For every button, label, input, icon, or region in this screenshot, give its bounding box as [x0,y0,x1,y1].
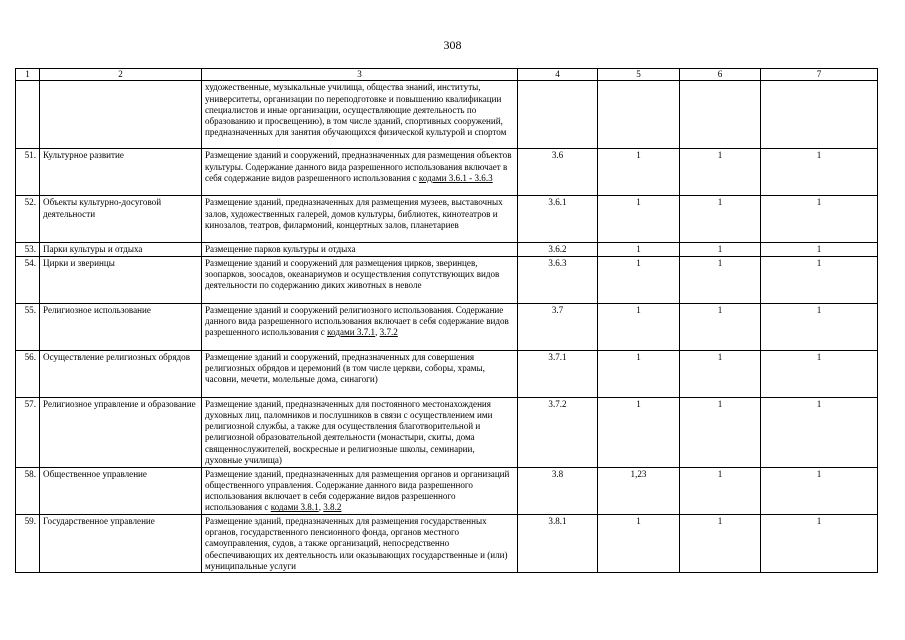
use-description: Размещение зданий и сооружений религиозного использования. Содержание данного вида разрешенного использования включает в себя содержание видов разрешенного использования с кодами 3.7.1, 3.7.2 [202,303,518,350]
column-6-value [680,81,761,149]
column-6-value: 1 [680,467,761,514]
column-header: 2 [40,69,202,81]
column-header: 1 [16,69,40,81]
column-5-value [598,81,680,149]
use-description [202,81,518,149]
description-text: Размещение зданий и сооружений религиозного использования. Содержание данного вида разрешенного использования включает в себя содержание видов разрешенного использования с [205,304,509,338]
column-7-value: 1 [761,467,878,514]
use-type-name: Осуществление религиозных обрядов [40,350,202,397]
column-5-value: 1 [598,397,680,467]
column-header: 6 [680,69,761,81]
column-6-value: 1 [680,243,761,256]
use-code: 3.6 [518,149,598,196]
use-code [518,81,598,149]
use-type-name: Парки культуры и отдыха [40,243,202,256]
column-5-value: 1 [598,149,680,196]
use-description [202,243,518,256]
column-header: 7 [761,69,878,81]
description-text: художественные, музыкальные училища, общества знаний, институты, университеты, организации по переподготовке и повышению квалификации специалистов и иные организации, осуществляющие деятельность по образованию и просвещению), в том числе зданий, спортивных сооружений, предназначенных для занятия обучающихся физической культурой и спортом [205,82,507,138]
description-text: Размещение зданий, предназначенных для постоянного местонахождения духовных лиц, паломников и послушников в связи с осуществлением ими религиозной службы, а также для осуществления благотворительной и религиозной образовательной деятельности (монастыри, скиты, дома священнослужителей, воскресные и религиозные школы, семинарии, духовные училища) [205,398,493,466]
use-description [202,256,518,303]
use-description: Размещение зданий, предназначенных для размещения органов и организаций общественного управления. Содержание данного вида разрешенного использования включает в себя содержание видов разрешенного использования с кодами 3.8.1, 3.8.2 [202,467,518,514]
use-code: 3.7.1 [518,350,598,397]
row-number [16,81,40,149]
table-row [16,256,878,303]
row-number: 51. [16,149,40,196]
column-5-value: 1 [598,514,680,572]
column-header: 5 [598,69,680,81]
column-7-value: 1 [761,397,878,467]
use-description [202,149,518,196]
code-reference-link[interactable]: кодами 3.8.1 [270,502,319,513]
column-6-value: 1 [680,514,761,572]
column-7-value: 1 [761,196,878,243]
table-row [16,467,878,514]
table-row [16,303,878,350]
use-type-name: Культурное развитие [40,149,202,196]
column-header: 3 [202,69,518,81]
use-type-name: Государственное управление [40,514,202,572]
row-number: 54. [16,256,40,303]
use-type-name: Объекты культурно-досуговой деятельности [40,196,202,243]
table-row [16,196,878,243]
use-description [202,350,518,397]
row-number: 52. [16,196,40,243]
use-code: 3.6.3 [518,256,598,303]
use-type-name: Религиозное управление и образование [40,397,202,467]
row-number: 53. [16,243,40,256]
code-reference-link[interactable]: 3.7.2 [379,327,398,338]
column-6-value: 1 [680,196,761,243]
column-7-value: 1 [761,514,878,572]
table-row [16,81,878,149]
land-use-table [15,68,878,573]
description-text: Размещение зданий и сооружений для размещения цирков, зверинцев, зоопарков, зоосадов, океанариумов и осуществления сопутствующих видов деятельности по содержанию диких животных в неволе [205,257,500,291]
column-5-value: 1 [598,196,680,243]
page-number: 308 [443,38,462,52]
column-5-value: 1 [598,350,680,397]
use-description [202,397,518,467]
column-5-value: 1,23 [598,467,680,514]
column-6-value: 1 [680,303,761,350]
row-number: 58. [16,467,40,514]
table-row [16,514,878,572]
description-text: Размещение зданий, предназначенных для размещения музеев, выставочных залов, художественных галерей, домов культуры, библиотек, кинотеатров и кинозалов, театров, филармоний, концертных залов, планетариев [205,197,503,230]
column-6-value: 1 [680,350,761,397]
use-code: 3.8.1 [518,514,598,572]
use-description [202,514,518,572]
row-number: 55. [16,303,40,350]
description-text: Размещение зданий, предназначенных для размещения органов и организаций общественного управления. Содержание данного вида разрешенного использования включает в себя содержание видов разрешенного использования с [205,468,510,513]
column-7-value: 1 [761,256,878,303]
use-code: 3.7.2 [518,397,598,467]
column-7-value: 1 [761,149,878,196]
column-5-value: 1 [598,256,680,303]
column-5-value: 1 [598,243,680,256]
table-row [16,397,878,467]
use-code: 3.6.1 [518,196,598,243]
description-text: Размещение зданий и сооружений, предназначенных для совершения религиозных обрядов и церемоний (в том числе церкви, соборы, храмы, часовни, мечети, молельные дома, синагоги) [205,351,485,385]
column-6-value: 1 [680,149,761,196]
row-number: 56. [16,350,40,397]
use-code: 3.7 [518,303,598,350]
column-header: 4 [518,69,598,81]
row-number: 59. [16,514,40,572]
table-row [16,350,878,397]
use-code: 3.8 [518,467,598,514]
code-reference-link[interactable]: 3.8.2 [323,502,342,513]
code-reference-link[interactable]: кодами 3.6.1 - 3.6.3 [418,172,493,183]
column-7-value: 1 [761,303,878,350]
column-6-value: 1 [680,397,761,467]
column-6-value: 1 [680,256,761,303]
use-code: 3.6.2 [518,243,598,256]
use-type-name: Цирки и зверинцы [40,256,202,303]
description-text: Размещение зданий, предназначенных для размещения государственных органов, государственного пенсионного фонда, органов местного самоуправления, судов, а также организаций, непосредственно обеспечивающих их деятельность или оказывающих государственные и (или) муниципальные услуги [205,515,508,571]
use-type-name: Общественное управление [40,467,202,514]
column-7-value [761,81,878,149]
column-7-value: 1 [761,243,878,256]
column-5-value: 1 [598,303,680,350]
description-text: Размещение зданий и сооружений, предназначенных для размещения объектов культуры. Содержание данного вида разрешенного использования включает в себя содержание видов разрешенного использования с [205,150,512,183]
use-type-name [40,81,202,149]
code-reference-link[interactable]: кодами 3.7.1 [327,327,376,338]
description-text: Размещение парков культуры и отдыха [205,244,356,255]
table-row [16,243,878,256]
column-7-value: 1 [761,350,878,397]
row-number: 57. [16,397,40,467]
use-type-name: Религиозное использование [40,303,202,350]
table-body [16,81,878,573]
use-description [202,196,518,243]
column-number-row [16,69,878,81]
table-row [16,149,878,196]
